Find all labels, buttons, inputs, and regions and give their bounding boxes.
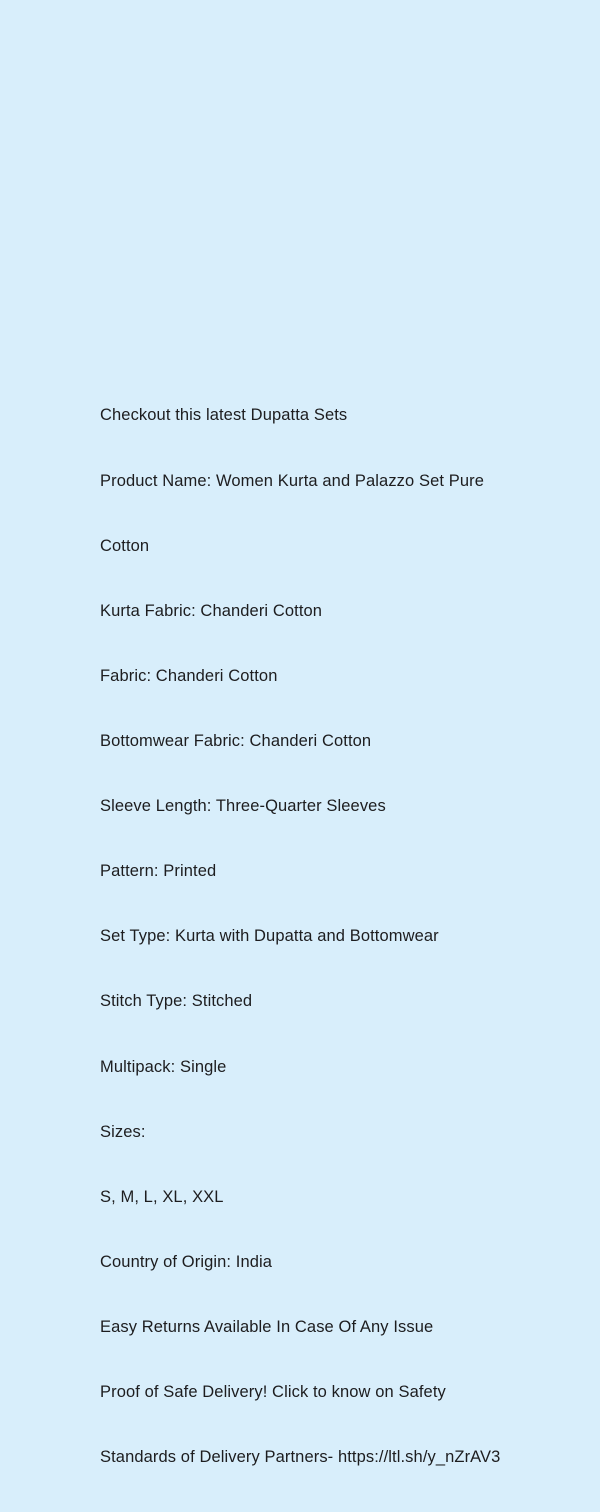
caption-line: Bottomwear Fabric: Chanderi Cotton: [100, 731, 372, 750]
caption-line: S, M, L, XL, XXL: [100, 1187, 224, 1206]
caption-line: Checkout this latest Dupatta Sets: [100, 406, 348, 425]
caption-line: Sleeve Length: Three-Quarter Sleeves: [100, 797, 386, 816]
caption-line: Cotton: [100, 536, 150, 555]
product-description-caption: [100, 362, 520, 1512]
caption-line: Multipack: Single: [100, 1057, 227, 1076]
caption-line: Kurta Fabric: Chanderi Cotton: [100, 601, 323, 620]
caption-line: Sizes:: [100, 1122, 146, 1141]
caption-line-with-link: Standards of Delivery Partners- https://ltl.sh/y_nZrAV3: [100, 1448, 501, 1467]
caption-line: Set Type: Kurta with Dupatta and Bottomwear: [100, 927, 439, 946]
caption-line: Proof of Safe Delivery! Click to know on Safety: [100, 1383, 446, 1402]
caption-line: Fabric: Chanderi Cotton: [100, 666, 278, 685]
caption-line: Country of Origin: India: [100, 1252, 273, 1271]
caption-line: Pattern: Printed: [100, 862, 217, 881]
caption-line: Stitch Type: Stitched: [100, 992, 253, 1011]
caption-line: Product Name: Women Kurta and Palazzo Set Pure: [100, 471, 484, 490]
caption-line: Easy Returns Available In Case Of Any Issue: [100, 1317, 434, 1336]
